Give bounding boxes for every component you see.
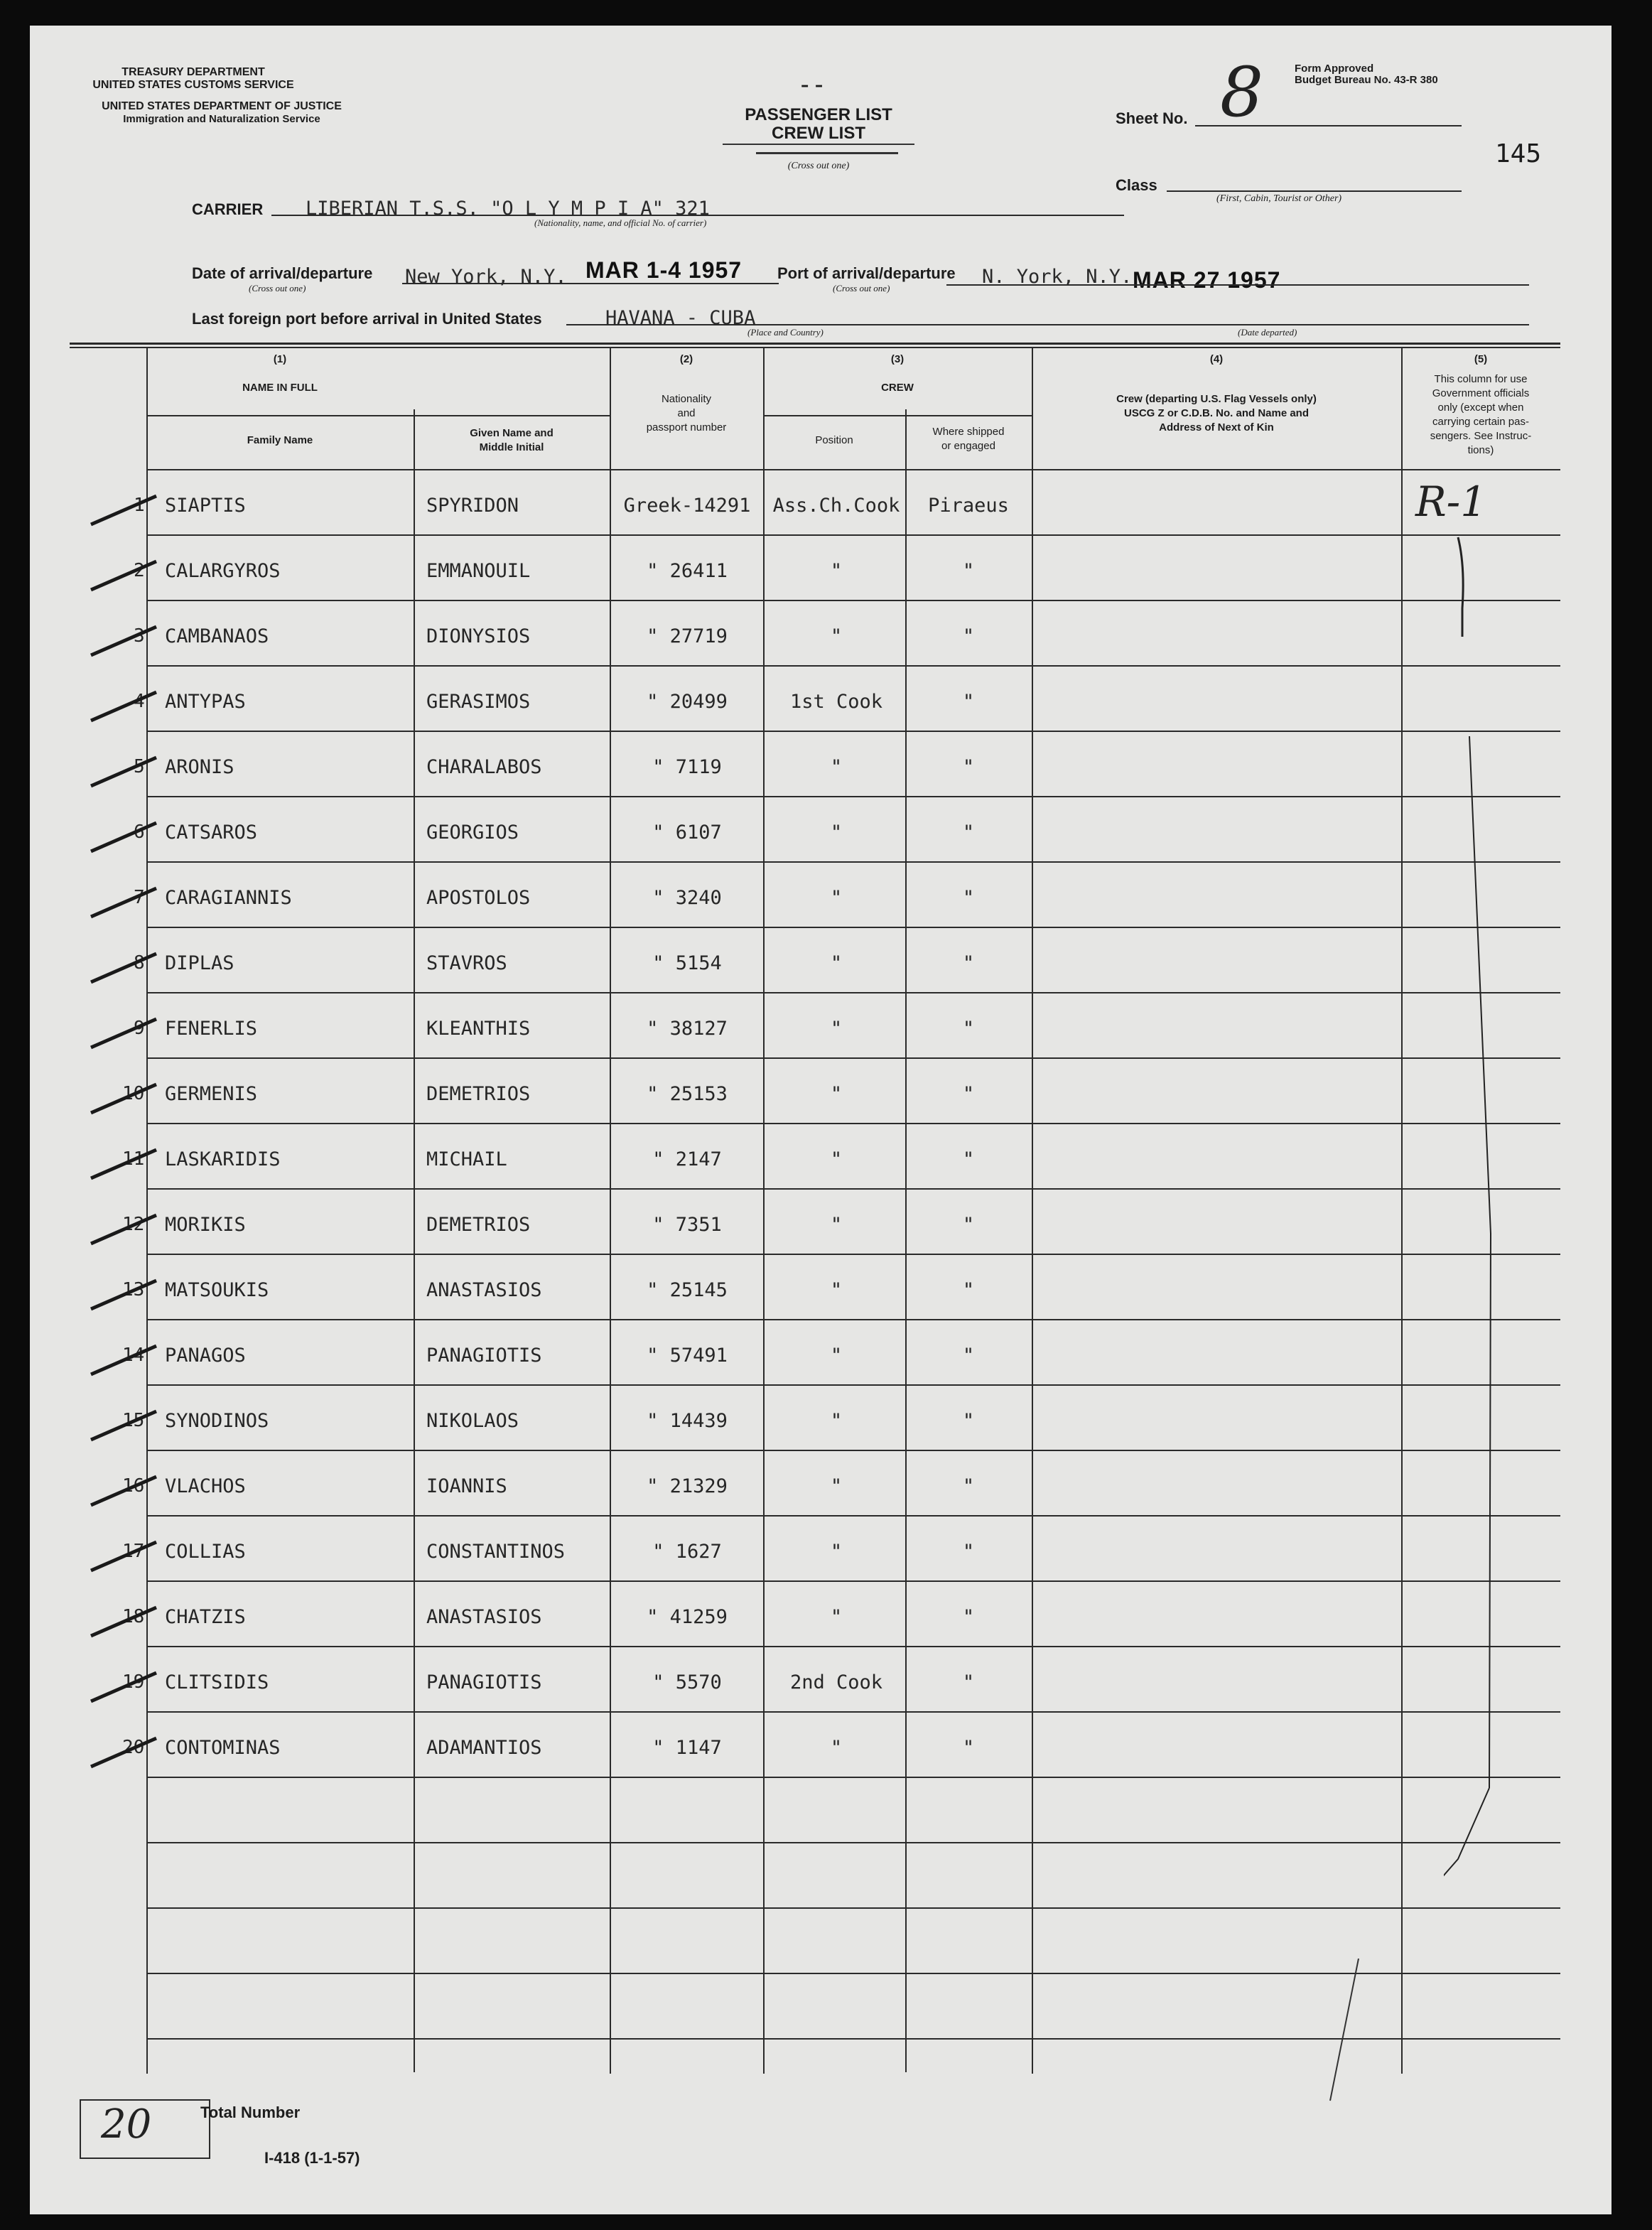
nationality-passport-cell: " 5570 <box>652 1671 722 1693</box>
check-mark-icon <box>88 1013 159 1056</box>
row-divider <box>146 1515 1560 1517</box>
given-name-cell: PANAGIOTIS <box>426 1671 542 1693</box>
form-code: I-418 (1-1-57) <box>264 2149 360 2167</box>
row-number: 2 <box>134 560 145 581</box>
ins-label: Immigration and Naturalization Service <box>123 113 320 125</box>
given-name-cell: EMMANOUIL <box>426 560 531 582</box>
given-name-cell: ADAMANTIOS <box>426 1737 542 1759</box>
row-divider <box>146 1777 1560 1778</box>
nationality-passport-cell: " 7351 <box>652 1214 722 1236</box>
given-name-cell: DIONYSIOS <box>426 625 531 647</box>
col3a-position: Position <box>815 434 853 446</box>
check-mark-icon <box>88 1667 159 1710</box>
col3-number: (3) <box>890 353 905 365</box>
nationality-passport-cell: " 25153 <box>647 1083 728 1105</box>
nationality-passport-cell: " 27719 <box>647 625 728 647</box>
family-name-cell: VLACHOS <box>165 1475 246 1497</box>
where-shipped-cell: " <box>962 1475 975 1497</box>
where-shipped-cell: " <box>962 822 975 844</box>
col5-number: (5) <box>1474 353 1488 365</box>
nationality-passport-cell: " 14439 <box>647 1410 728 1432</box>
check-mark-icon <box>88 556 159 598</box>
where-shipped-cell: " <box>962 1606 975 1628</box>
position-cell: " <box>830 1345 843 1367</box>
given-name-cell: CHARALABOS <box>426 756 542 778</box>
family-name-cell: SYNODINOS <box>165 1410 269 1432</box>
given-name-cell: STAVROS <box>426 952 507 974</box>
nationality-passport-cell: " 7119 <box>652 756 722 778</box>
col5-line5: sengers. See Instruc- <box>1430 430 1532 442</box>
family-name-cell: CONTOMINAS <box>165 1737 281 1759</box>
position-cell: " <box>830 952 843 974</box>
customs-service-label: UNITED STATES CUSTOMS SERVICE <box>92 79 294 91</box>
position-cell: " <box>830 625 843 647</box>
row-number: 3 <box>134 625 145 647</box>
row-divider <box>146 534 1560 536</box>
row-divider <box>146 1646 1560 1647</box>
row-number: 5 <box>134 756 145 777</box>
row-number: 9 <box>134 1018 145 1039</box>
where-shipped-cell: " <box>962 1214 975 1236</box>
port-hint: (Cross out one) <box>833 283 890 293</box>
row-divider <box>146 1057 1560 1059</box>
check-mark-icon <box>88 1536 159 1579</box>
row-divider <box>146 1254 1560 1255</box>
row-number: 17 <box>122 1541 145 1562</box>
check-mark-icon <box>88 752 159 794</box>
where-shipped-cell: " <box>962 691 975 713</box>
col3b-engaged: or engaged <box>941 440 995 452</box>
position-cell: " <box>830 1279 843 1301</box>
family-name-cell: COLLIAS <box>165 1541 246 1563</box>
last-port-label: Last foreign port before arrival in United States <box>192 310 542 328</box>
col1-number: (1) <box>273 353 287 365</box>
where-shipped-cell: " <box>962 1083 975 1105</box>
nationality-passport-cell: " 3240 <box>652 887 722 909</box>
row-divider <box>146 1123 1560 1124</box>
crew-list-form <box>30 26 1611 2214</box>
row-divider <box>146 1580 1560 1582</box>
family-name-cell: FENERLIS <box>165 1018 258 1040</box>
position-cell: 2nd Cook <box>789 1671 883 1693</box>
check-mark-icon <box>88 1471 159 1514</box>
given-name-cell: IOANNIS <box>426 1475 507 1497</box>
check-mark-icon <box>88 817 159 860</box>
position-cell: " <box>830 1606 843 1628</box>
form-approved-label: Form Approved <box>1295 63 1374 75</box>
col3-title: CREW <box>881 382 914 394</box>
position-cell: " <box>830 887 843 909</box>
col4-line2: USCG Z or C.D.B. No. and Name and <box>1123 407 1310 419</box>
row-divider <box>146 600 1560 601</box>
row-number: 19 <box>122 1671 145 1693</box>
where-shipped-cell: " <box>962 1279 975 1301</box>
nationality-passport-cell: " 38127 <box>647 1018 728 1040</box>
given-name-cell: APOSTOLOS <box>426 887 531 909</box>
justice-dept-label: UNITED STATES DEPARTMENT OF JUSTICE <box>102 100 342 112</box>
position-cell: " <box>830 560 843 582</box>
col4-number: (4) <box>1209 353 1224 365</box>
where-shipped-cell: " <box>962 1018 975 1040</box>
row-number: 13 <box>122 1279 145 1300</box>
treasury-dept-label: TREASURY DEPARTMENT <box>122 66 265 78</box>
check-mark-icon <box>88 1275 159 1318</box>
col2-passport: passport number <box>646 421 727 433</box>
row-number: 4 <box>134 691 145 712</box>
col5-line4: carrying certain pas- <box>1432 416 1529 428</box>
col2-and: and <box>677 407 696 419</box>
where-shipped-cell: " <box>962 1541 975 1563</box>
family-name-cell: CLITSIDIS <box>165 1671 269 1693</box>
total-value: 20 <box>101 2101 152 2148</box>
given-name-cell: ANASTASIOS <box>426 1606 542 1628</box>
where-shipped-cell: " <box>962 952 975 974</box>
official-note: R-1 <box>1415 478 1487 526</box>
title-strike <box>756 152 898 154</box>
date-departed-hint: (Date departed) <box>1238 327 1297 338</box>
row-number: 11 <box>122 1148 145 1170</box>
check-mark-icon <box>88 948 159 991</box>
pen-stroke <box>1309 1959 1380 2115</box>
row-divider <box>146 1450 1560 1451</box>
row-divider <box>146 927 1560 928</box>
check-mark-icon <box>88 1406 159 1448</box>
col1-title: NAME IN FULL <box>242 382 318 394</box>
family-name-cell: CARAGIANNIS <box>165 887 292 909</box>
row-divider <box>146 1907 1560 1909</box>
official-brace-line <box>1444 523 1529 1944</box>
family-name-cell: ARONIS <box>165 756 234 778</box>
cross-out-note: (Cross out one) <box>787 161 850 171</box>
col5-line1: This column for use <box>1434 373 1528 385</box>
port-label: Port of arrival/departure <box>777 264 956 282</box>
family-name-cell: CALARGYROS <box>165 560 281 582</box>
nationality-passport-cell: " 5154 <box>652 952 722 974</box>
nationality-passport-cell: " 6107 <box>652 822 722 844</box>
col3b-where-shipped: Where shipped <box>932 426 1005 438</box>
position-cell: 1st Cook <box>789 691 883 713</box>
class-hint: (First, Cabin, Tourist or Other) <box>1216 193 1342 204</box>
class-label: Class <box>1116 176 1157 194</box>
nationality-passport-cell: " 26411 <box>647 560 728 582</box>
arrival-date-stamp: MAR 1-4 1957 <box>585 257 743 283</box>
col4-line3: Address of Next of Kin <box>1159 421 1274 433</box>
date-place: New York, N.Y. <box>405 266 567 288</box>
row-number: 16 <box>122 1475 145 1497</box>
crew-list-title: CREW LIST <box>772 124 865 143</box>
family-name-cell: SIAPTIS <box>165 495 246 517</box>
position-cell: " <box>830 1148 843 1170</box>
row-number: 1 <box>134 495 145 516</box>
sheet-no-label: Sheet No. <box>1116 109 1188 127</box>
where-shipped-cell: " <box>962 887 975 909</box>
row-number: 12 <box>122 1214 145 1235</box>
row-divider <box>146 1384 1560 1386</box>
family-name-cell: PANAGOS <box>165 1345 246 1367</box>
nationality-passport-cell: " 1147 <box>652 1737 722 1759</box>
given-name-cell: DEMETRIOS <box>426 1083 531 1105</box>
given-name-cell: GERASIMOS <box>426 691 531 713</box>
check-mark-icon <box>88 883 159 925</box>
col2-nationality: Nationality <box>661 393 712 405</box>
total-label: Total Number <box>200 2104 301 2121</box>
check-mark-icon <box>88 1733 159 1775</box>
position-cell: " <box>830 1541 843 1563</box>
family-name-cell: DIPLAS <box>165 952 234 974</box>
row-number: 14 <box>122 1345 145 1366</box>
where-shipped-cell: " <box>962 1410 975 1432</box>
check-mark-icon <box>88 1340 159 1383</box>
check-mark-icon <box>88 621 159 664</box>
row-number: 20 <box>122 1737 145 1758</box>
check-mark-icon <box>88 1144 159 1187</box>
position-cell: " <box>830 1475 843 1497</box>
top-mark: - - <box>801 71 824 97</box>
nationality-passport-cell: " 25145 <box>647 1279 728 1301</box>
row-number: 7 <box>134 887 145 908</box>
family-name-cell: MORIKIS <box>165 1214 246 1236</box>
row-number: 18 <box>122 1606 145 1627</box>
row-number: 10 <box>122 1083 145 1104</box>
row-divider <box>146 1319 1560 1320</box>
given-name-cell: ANASTASIOS <box>426 1279 542 1301</box>
sheet-number: 8 <box>1220 53 1264 132</box>
where-shipped-cell: " <box>962 756 975 778</box>
last-port-hint: (Place and Country) <box>747 327 824 338</box>
given-name-cell: GEORGIOS <box>426 822 519 844</box>
check-mark-icon <box>88 1602 159 1644</box>
family-name-cell: GERMENIS <box>165 1083 258 1105</box>
family-name-cell: CHATZIS <box>165 1606 246 1628</box>
row-divider <box>146 992 1560 993</box>
nationality-passport-cell: " 21329 <box>647 1475 728 1497</box>
row-divider <box>146 665 1560 667</box>
page-number: 145 <box>1495 139 1542 168</box>
nationality-passport-cell: " 57491 <box>647 1345 728 1367</box>
carrier-hint: (Nationality, name, and official No. of carrier) <box>534 217 707 228</box>
given-name-cell: KLEANTHIS <box>426 1018 531 1040</box>
carrier-value: LIBERIAN T.S.S. "O L Y M P I A" 321 <box>306 198 710 220</box>
position-cell: " <box>830 1410 843 1432</box>
col1b-given-name: Given Name and <box>470 427 554 439</box>
where-shipped-cell: " <box>962 1148 975 1170</box>
row-divider <box>146 1188 1560 1190</box>
nationality-passport-cell: " 41259 <box>647 1606 728 1628</box>
where-shipped-cell: " <box>962 1671 975 1693</box>
carrier-label: CARRIER <box>192 200 264 218</box>
row-number: 8 <box>134 952 145 974</box>
position-cell: " <box>830 756 843 778</box>
family-name-cell: ANTYPAS <box>165 691 246 713</box>
nationality-passport-cell: Greek-14291 <box>623 495 751 517</box>
row-divider <box>146 861 1560 863</box>
col4-line1: Crew (departing U.S. Flag Vessels only) <box>1116 393 1317 405</box>
family-name-cell: MATSOUKIS <box>165 1279 269 1301</box>
nationality-passport-cell: " 1627 <box>652 1541 722 1563</box>
position-cell: " <box>830 822 843 844</box>
date-arrival-label: Date of arrival/departure <box>192 264 373 282</box>
col5-line3: only (except when <box>1437 402 1524 414</box>
given-name-cell: DEMETRIOS <box>426 1214 531 1236</box>
check-mark-icon <box>88 686 159 729</box>
row-number: 6 <box>134 822 145 843</box>
budget-bureau-label: Budget Bureau No. 43-R 380 <box>1295 74 1438 86</box>
position-cell: " <box>830 1083 843 1105</box>
where-shipped-cell: " <box>962 1345 975 1367</box>
row-divider <box>146 1711 1560 1713</box>
position-cell: " <box>830 1018 843 1040</box>
row-number: 15 <box>122 1410 145 1431</box>
given-name-cell: SPYRIDON <box>426 495 519 517</box>
row-divider <box>146 796 1560 797</box>
nationality-passport-cell: " 20499 <box>647 691 728 713</box>
nationality-passport-cell: " 2147 <box>652 1148 722 1170</box>
date-hint: (Cross out one) <box>249 283 306 293</box>
given-name-cell: CONSTANTINOS <box>426 1541 566 1563</box>
row-divider <box>146 731 1560 732</box>
position-cell: Ass.Ch.Cook <box>772 495 900 517</box>
family-name-cell: CATSAROS <box>165 822 258 844</box>
row-divider <box>146 1842 1560 1843</box>
family-name-cell: LASKARIDIS <box>165 1148 281 1170</box>
family-name-cell: CAMBANAOS <box>165 625 269 647</box>
where-shipped-cell: " <box>962 1737 975 1759</box>
port-value: N. York, N.Y. <box>982 266 1133 288</box>
col5-line2: Government officials <box>1432 387 1530 399</box>
where-shipped-cell: Piraeus <box>928 495 1009 517</box>
given-name-cell: PANAGIOTIS <box>426 1345 542 1367</box>
last-port-value: HAVANA - CUBA <box>605 307 756 329</box>
given-name-cell: NIKOLAOS <box>426 1410 519 1432</box>
col1b-middle-initial: Middle Initial <box>479 441 544 453</box>
check-mark-icon <box>88 1079 159 1121</box>
col2-number: (2) <box>679 353 693 365</box>
check-mark-icon <box>88 490 159 533</box>
col1a-family-name: Family Name <box>247 434 313 446</box>
check-mark-icon <box>88 1210 159 1252</box>
passenger-list-title: PASSENGER LIST <box>745 105 892 124</box>
port-date-stamp: MAR 27 1957 <box>1133 267 1281 293</box>
where-shipped-cell: " <box>962 560 975 582</box>
given-name-cell: MICHAIL <box>426 1148 507 1170</box>
position-cell: " <box>830 1737 843 1759</box>
title-divider <box>723 144 914 145</box>
where-shipped-cell: " <box>962 625 975 647</box>
position-cell: " <box>830 1214 843 1236</box>
col5-line6: tions) <box>1467 444 1494 456</box>
